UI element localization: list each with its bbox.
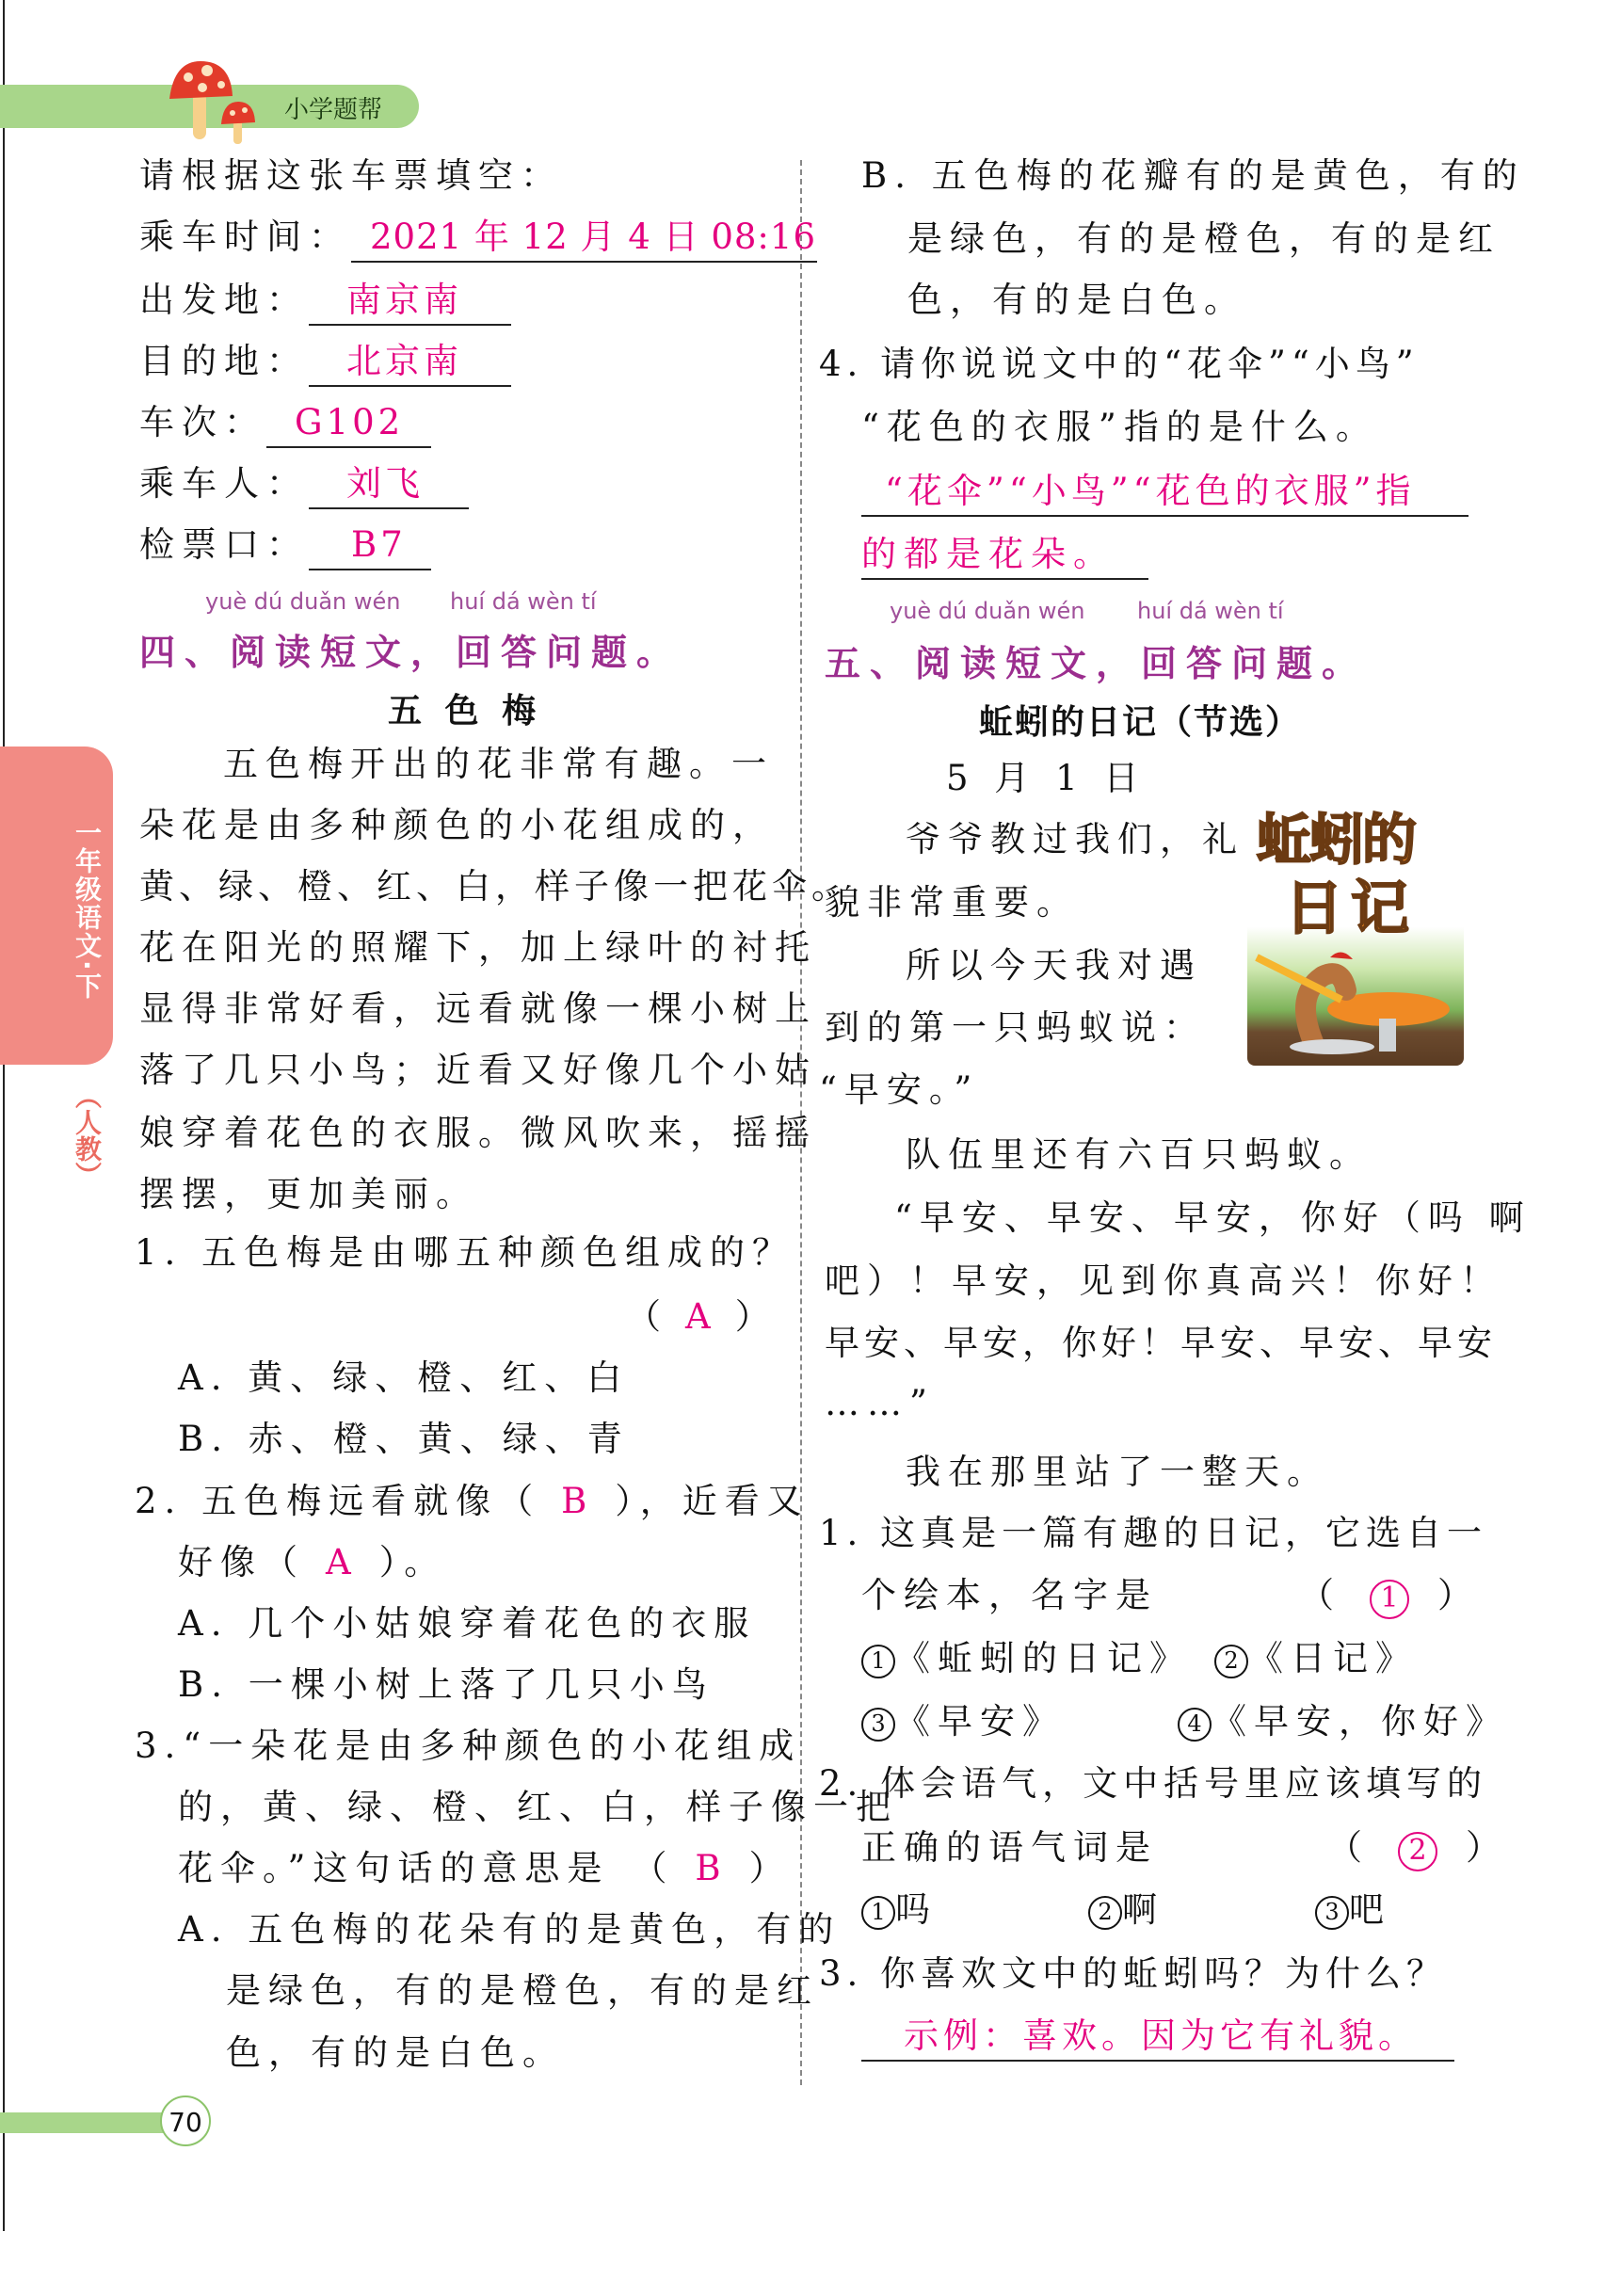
section-heading: 四、阅读短文，回答问题。 xyxy=(139,632,682,673)
paren: ） xyxy=(734,1296,778,1337)
passage-line: 爷爷教过我们，礼 xyxy=(906,819,1244,859)
field-label: 出发地： xyxy=(139,280,309,320)
section-heading: 五、阅读短文，回答问题。 xyxy=(825,643,1368,684)
field-value: G102 xyxy=(266,399,431,448)
q-text: 个绘本，名字是 xyxy=(861,1575,1158,1615)
book-cover-image xyxy=(1247,788,1464,1066)
paren: （ xyxy=(1327,1827,1370,1868)
page-number: 70 xyxy=(160,2095,211,2146)
answer: B xyxy=(561,1481,595,1521)
options-row xyxy=(861,1887,1391,1934)
field-label: 检票口： xyxy=(139,524,309,565)
field-label: 车次： xyxy=(139,402,266,442)
answer-blank xyxy=(626,1293,778,1341)
q-text: 正确的语气词是 xyxy=(861,1827,1158,1868)
passage-line: 朵花是由多种颜色的小花组成的， xyxy=(139,805,775,845)
passage-line: 花在阳光的照耀下，加上绿叶的衬托 xyxy=(139,927,817,968)
paren: ） xyxy=(748,1848,792,1888)
options-row xyxy=(861,1635,1418,1682)
option: 色，有的是白色。 xyxy=(907,280,1246,320)
field-value: 北京南 xyxy=(309,338,511,387)
option: A. 几个小姑娘穿着花色的衣服 xyxy=(178,1603,757,1644)
question-3-cont: 的，黄、绿、橙、红、白，样子像一把 xyxy=(178,1787,898,1827)
option: 是绿色，有的是橙色，有的是红 xyxy=(226,1970,819,2011)
passage-line: ……” xyxy=(825,1383,935,1423)
passage-line: 摆摆，更加美丽。 xyxy=(139,1174,478,1214)
passage-line: 娘穿着花色的衣服。微风吹来，摇摇 xyxy=(139,1113,817,1153)
paren: ） xyxy=(1437,1575,1480,1615)
question-2-cont xyxy=(178,1539,446,1586)
q-text: 好像（ xyxy=(178,1542,305,1582)
field-value: 刘飞 xyxy=(309,460,469,509)
question-3: 3.“一朵花是由多种颜色的小花组成 xyxy=(135,1726,802,1766)
passage-line: 吧）！早安，见到你真高兴！你好！ xyxy=(825,1260,1502,1301)
option-text: 吧 xyxy=(1349,1889,1391,1930)
field-label: 乘车人： xyxy=(139,463,309,504)
option-number: 4 xyxy=(1178,1708,1212,1742)
cover-title: 蚯蚓的 xyxy=(1257,808,1416,872)
answer-line: 的都是花朵。 xyxy=(861,531,1148,580)
field-label: 目的地： xyxy=(139,341,309,381)
option: 是绿色，有的是橙色，有的是红 xyxy=(907,218,1501,259)
field-value: 南京南 xyxy=(309,277,511,326)
question-3-cont xyxy=(178,1845,792,1892)
grade-tab-label: 一年级语文·下 xyxy=(72,819,103,1001)
answer: A xyxy=(326,1542,359,1582)
ticket-prompt: 请根据这张车票填空： xyxy=(139,155,563,196)
question-3: 3. 你喜欢文中的蚯蚓吗？为什么？ xyxy=(819,1953,1448,1994)
pinyin: huí dá wèn tí xyxy=(1137,598,1284,624)
question-2-cont xyxy=(861,1824,1508,1871)
pinyin: huí dá wèn tí xyxy=(450,588,597,615)
passage-line: 显得非常好看，远看就像一棵小树上 xyxy=(139,988,817,1029)
passage-line: “早安、早安、早安，你好（吗 啊 xyxy=(894,1197,1532,1238)
option: A. 黄、绿、橙、红、白 xyxy=(178,1357,630,1398)
field-value: B7 xyxy=(309,522,431,570)
pinyin: yuè dú duǎn wén xyxy=(890,598,1085,624)
q-text: ），近看又 xyxy=(615,1481,810,1521)
question-2 xyxy=(135,1478,810,1525)
cover-title: 日记 xyxy=(1285,874,1418,942)
option-number: 3 xyxy=(1315,1896,1349,1930)
field-label: 乘车时间： xyxy=(139,217,351,257)
page-edge-left xyxy=(3,0,5,2231)
passage-line: 到的第一只蚂蚁说： xyxy=(825,1007,1206,1048)
question-4: 4. 请你说说文中的“花伞”“小鸟” xyxy=(819,344,1420,384)
passage-title: 五 色 梅 xyxy=(388,692,542,731)
brand-label: 小学题帮 xyxy=(284,96,383,124)
paren: ） xyxy=(1466,1827,1508,1868)
question-1: 1. 五色梅是由哪五种颜色组成的？ xyxy=(135,1232,795,1273)
option-text: 《早安》 xyxy=(895,1701,1065,1742)
question-4-cont: “花色的衣服”指的是什么。 xyxy=(861,407,1378,447)
passage-line: 所以今天我对遇 xyxy=(906,945,1202,986)
answer: A xyxy=(685,1296,718,1337)
option-number: 3 xyxy=(861,1708,895,1742)
ticket-field-destination xyxy=(139,338,511,387)
q-text: 2. 五色梅远看就像（ xyxy=(135,1481,541,1521)
question-1: 1. 这真是一篇有趣的日记，它选自一 xyxy=(819,1513,1488,1553)
passage-line: 落了几只小鸟；近看又好像几个小姑 xyxy=(139,1050,817,1090)
passage-line: 队伍里还有六百只蚂蚁。 xyxy=(906,1134,1372,1175)
passage-line: 我在那里站了一整天。 xyxy=(906,1452,1329,1492)
earthworm-illustration xyxy=(1247,939,1464,1066)
passage-line: 黄、绿、橙、红、白，样子像一把花伞。 xyxy=(139,866,851,907)
question-1-cont xyxy=(861,1572,1480,1619)
answer: 2 xyxy=(1398,1832,1437,1871)
edition-label: （人教） xyxy=(72,1083,103,1188)
option-text: 吗 xyxy=(895,1889,938,1930)
option: A. 五色梅的花朵有的是黄色，有的 xyxy=(178,1909,842,1950)
ticket-field-time xyxy=(139,214,817,263)
option-number: 2 xyxy=(1214,1645,1248,1678)
passage-line: 早安、早安，你好！早安、早安、早安 xyxy=(825,1323,1497,1363)
q-text: 花伞。”这句话的意思是 xyxy=(178,1848,610,1888)
answer: B xyxy=(695,1848,729,1888)
option-text: 《早安，你好》 xyxy=(1212,1701,1508,1742)
option-number: 2 xyxy=(1088,1896,1122,1930)
ticket-field-passenger xyxy=(139,460,469,509)
option-text: 《日记》 xyxy=(1248,1638,1418,1678)
option: 色，有的是白色。 xyxy=(226,2032,565,2073)
diary-date: 5 月 1 日 xyxy=(946,758,1147,798)
question-2: 2. 体会语气，文中括号里应该填写的 xyxy=(819,1763,1488,1804)
option-text: 《蚯蚓的日记》 xyxy=(895,1638,1192,1678)
paren: （ xyxy=(632,1848,675,1888)
option: B. 五色梅的花瓣有的是黄色，有的 xyxy=(861,155,1525,196)
option: B. 一棵小树上落了几只小鸟 xyxy=(178,1664,714,1705)
ticket-field-train xyxy=(139,399,431,448)
footer-band xyxy=(0,2112,169,2133)
answer: 1 xyxy=(1370,1580,1409,1619)
answer-line: “花伞”“小鸟”“花色的衣服”指 xyxy=(861,468,1469,517)
option: B. 赤、橙、黄、绿、青 xyxy=(178,1419,630,1459)
option-number: 1 xyxy=(861,1645,895,1678)
ticket-field-departure xyxy=(139,277,511,326)
q-text: ）。 xyxy=(378,1542,447,1582)
field-value: 2021 年 12 月 4 日 08:16 xyxy=(351,214,817,263)
paren: （ xyxy=(1299,1575,1341,1615)
passage-title: 蚯蚓的日记（节选） xyxy=(979,703,1302,742)
mushroom-icon xyxy=(165,56,278,151)
ticket-field-gate xyxy=(139,522,431,570)
option-text: 啊 xyxy=(1122,1889,1164,1930)
answer-line: 示例：喜欢。因为它有礼貌。 xyxy=(861,2013,1454,2062)
pinyin: yuè dú duǎn wén xyxy=(205,588,401,615)
passage-line: 五色梅开出的花非常有趣。一 xyxy=(223,744,774,784)
paren: （ xyxy=(626,1296,668,1337)
passage-line: “早安。” xyxy=(819,1069,980,1110)
options-row xyxy=(861,1698,1508,1745)
option-number: 1 xyxy=(861,1896,895,1930)
passage-line: 貌非常重要。 xyxy=(825,882,1079,923)
